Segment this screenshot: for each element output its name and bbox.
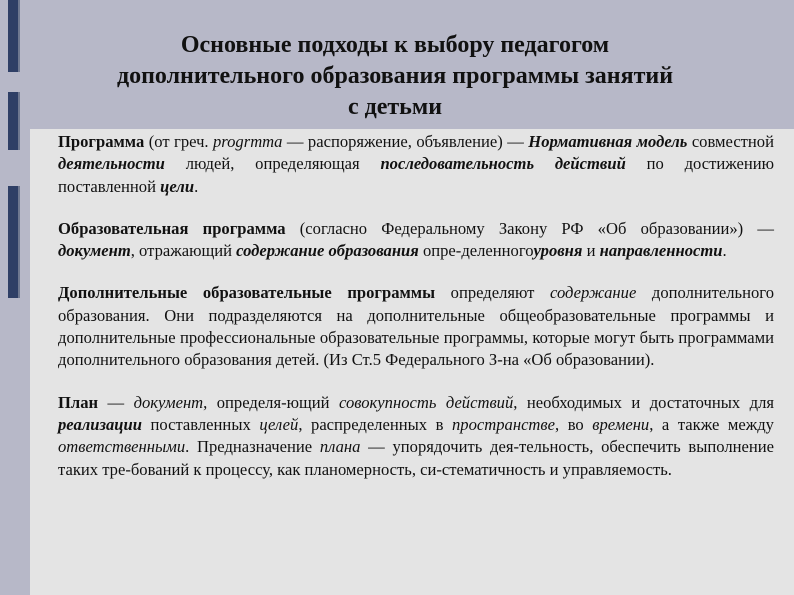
text: по достижению поставленной bbox=[58, 154, 774, 196]
title-line-2: дополнительного образования программы занятий bbox=[116, 63, 674, 89]
emphasis-activity: деятельности bbox=[58, 154, 165, 174]
term-additional-programs: Дополнительные образовательные программы bbox=[58, 283, 436, 303]
emphasis-space: пространстве bbox=[452, 414, 555, 434]
text: людей, определяющая bbox=[164, 154, 381, 174]
emphasis-document-2: документ bbox=[133, 392, 204, 412]
definition-plan bbox=[58, 392, 774, 481]
side-bar-1 bbox=[8, 0, 18, 72]
text: — bbox=[98, 392, 134, 412]
emphasis-level: уровня bbox=[533, 241, 583, 261]
text: определяют bbox=[435, 283, 551, 303]
emphasis-goals: целей bbox=[259, 414, 299, 434]
slide-title bbox=[60, 30, 730, 123]
text: (согласно Федеральному Закону РФ «Об образовании») — bbox=[285, 218, 774, 238]
text: , необходимых и достаточных для bbox=[513, 392, 775, 412]
emphasis-sequence: последовательность действий bbox=[380, 154, 626, 174]
text: и bbox=[582, 241, 600, 261]
term-program: Программа bbox=[58, 132, 145, 151]
emphasis-document: документ bbox=[58, 241, 131, 261]
emphasis-time: времени bbox=[592, 414, 650, 434]
text: — упорядочить дея-тельность, обеспечить выполнение таких тре-бований к процессу, как планомерность, си-стематичность и управляемость. bbox=[58, 437, 774, 479]
emphasis-implementation: реализации bbox=[58, 414, 142, 434]
text: дополнительного образования. Они подразделяются на дополнительные общеобразовательные программы и дополнительные профессиональные образовательные программы, которые могут быть программами дополнительного образования детей. (Из Ст.5 Федерального З-на «Об образовании). bbox=[58, 283, 774, 370]
definition-additional-programs bbox=[58, 282, 774, 371]
side-bar-3 bbox=[8, 186, 18, 298]
slide-body bbox=[58, 131, 774, 501]
text: совместной bbox=[687, 132, 774, 151]
text: . bbox=[722, 241, 727, 261]
decorative-side-bars bbox=[0, 0, 26, 595]
emphasis-content: содержание образования bbox=[236, 241, 419, 261]
definition-educational-program bbox=[58, 218, 774, 263]
text: — распоряжение, объявление) — bbox=[282, 132, 529, 151]
text: , отражающий bbox=[130, 241, 237, 261]
side-bar-2 bbox=[8, 92, 18, 150]
definition-program bbox=[58, 131, 774, 198]
emphasis-responsible: ответственными bbox=[58, 437, 186, 457]
title-line-3: с детьми bbox=[347, 94, 443, 120]
term-educational-program: Образовательная программа bbox=[58, 218, 286, 238]
text: , а также между bbox=[649, 414, 774, 434]
text: (от греч. bbox=[144, 132, 213, 151]
emphasis-normative-model: Нормативная модель bbox=[528, 132, 688, 151]
emphasis-direction: направленности bbox=[599, 241, 723, 261]
text: , во bbox=[554, 414, 593, 434]
text: , распределенных в bbox=[298, 414, 452, 434]
emphasis-set-of-actions: совокупность действий bbox=[339, 392, 514, 412]
term-plan: План bbox=[58, 392, 99, 412]
text: . bbox=[194, 176, 199, 196]
text: . Предназначение bbox=[185, 437, 320, 457]
title-line-1: Основные подходы к выбору педагогом bbox=[180, 32, 610, 58]
emphasis-goal: цели bbox=[160, 176, 195, 196]
text: опре-деленного bbox=[418, 241, 534, 261]
emphasis-plan: плана bbox=[319, 437, 361, 457]
greek-word: progrmma bbox=[213, 132, 283, 151]
emphasis-content-2: содержание bbox=[550, 283, 637, 303]
text: , определя-ющий bbox=[203, 392, 340, 412]
text: поставленных bbox=[141, 414, 260, 434]
